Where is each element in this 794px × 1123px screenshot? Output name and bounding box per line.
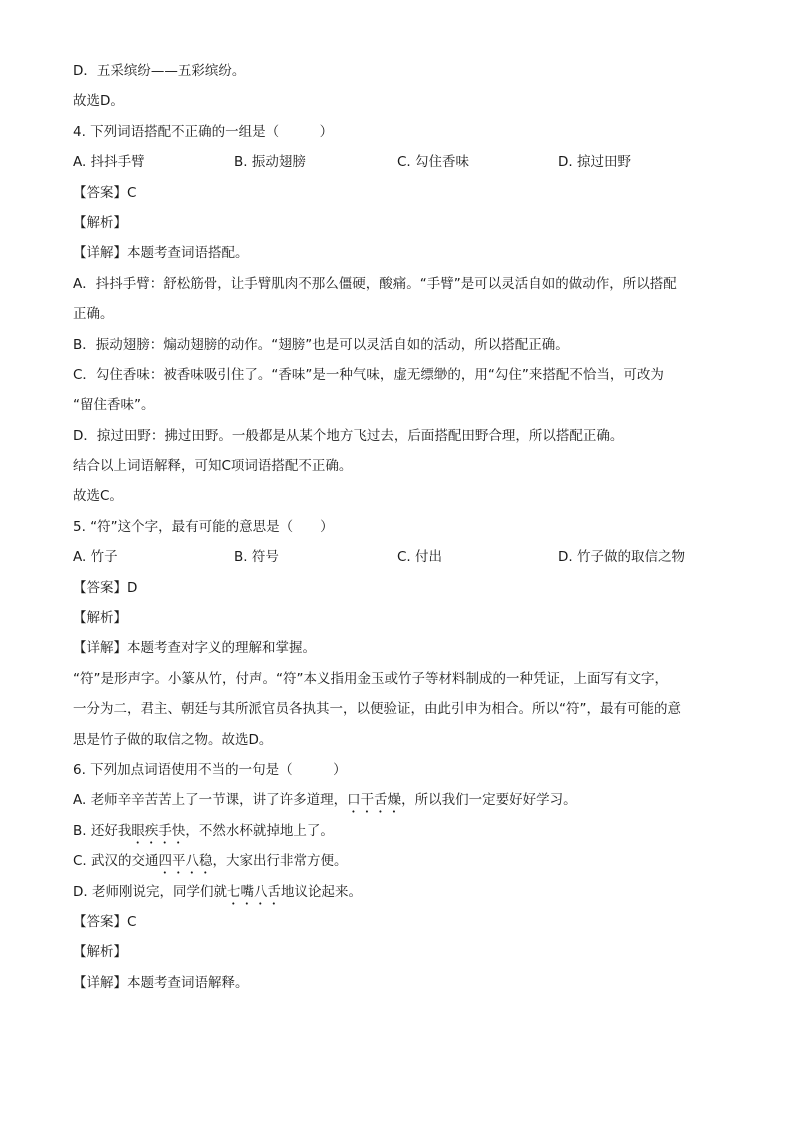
option-a: A. 抖抖手臂: [73, 154, 145, 171]
text-line: D．五采缤纷——五彩缤纷。: [73, 63, 246, 79]
option-b: B. 符号: [234, 549, 279, 566]
text-line: B．振动翅膀：煽动翅膀的动作。“翅膀”也是可以灵活自如的活动，所以搭配正确。: [73, 336, 569, 353]
option-a: A. 竹子: [73, 549, 118, 566]
detail-label: 【详解】本题考查词语解释。: [73, 974, 249, 991]
option-c: [73, 852, 724, 870]
text-line: D．掠过田野：拂过田野。一般都是从某个地方飞过去，后面搭配田野合理，所以搭配正确。: [73, 427, 624, 444]
analysis-label: 【解析】: [73, 944, 127, 961]
option-d: D. 竹子做的取信之物: [558, 549, 685, 566]
question-5-stem: 5. “符”这个字，最有可能的意思是（ ）: [73, 518, 334, 535]
dotted-phrase: 口干舌燥: [347, 792, 402, 809]
option-text: ，大家出行非常方便。: [212, 853, 348, 870]
option-a: [73, 791, 724, 809]
option-c: C. 勾住香味: [397, 154, 470, 171]
answer-label: 【答案】D: [73, 579, 138, 596]
option-d: D. 掠过田野: [558, 154, 631, 171]
text-line: 正确。: [73, 306, 114, 323]
analysis-label: 【解析】: [73, 214, 127, 231]
text-line: 故选C。: [73, 488, 123, 505]
option-text: B. 还好我: [73, 822, 132, 839]
dotted-phrase: 四平八稳: [158, 853, 213, 870]
option-b: B. 振动翅膀: [234, 154, 306, 171]
detail-label: 【详解】本题考查词语搭配。: [73, 245, 249, 262]
option-b: [73, 822, 724, 840]
question-6-stem: 6. 下列加点词语使用不当的一句是（ ）: [73, 761, 347, 778]
option-text: C. 武汉的交通: [73, 853, 159, 870]
answer-label: 【答案】C: [73, 184, 137, 201]
dotted-phrase: 七嘴八舌: [226, 883, 281, 900]
text-line: “留住香味”。: [73, 397, 155, 414]
detail-label: 【详解】本题考查对字义的理解和掌握。: [73, 640, 316, 657]
dotted-phrase: 眼疾手快: [131, 822, 186, 839]
text-line: 结合以上词语解释，可知C项词语搭配不正确。: [73, 458, 353, 475]
option-c: C. 付出: [397, 549, 443, 566]
analysis-label: 【解析】: [73, 610, 127, 627]
option-text: 地议论起来。: [280, 883, 362, 900]
question-4-stem: 4. 下列词语搭配不正确的一组是（ ）: [73, 123, 334, 140]
option-text: A. 老师辛辛苦苦上了一节课，讲了许多道理，: [73, 792, 348, 809]
answer-label: 【答案】C: [73, 913, 137, 930]
text-line: A．抖抖手臂：舒松筋骨，让手臂肌肉不那么僵硬，酸痛。“手臂”是可以灵活自如的做动作，所以搭配: [73, 275, 677, 292]
option-d: [73, 883, 724, 901]
question-4-options: [73, 153, 724, 171]
text-line: 一分为二，君主、朝廷与其所派官员各执其一，以便验证，由此引申为相合。所以“符”，最有可能的意: [73, 701, 681, 718]
text-line: 思是竹子做的取信之物。故选D。: [73, 731, 273, 748]
text-line: 故选D。: [73, 93, 124, 110]
text-line: “符”是形声字。小篆从竹，付声。“符”本义指用金玉或竹子等材料制成的一种凭证，上面写有文字，: [73, 670, 668, 687]
option-text: ，所以我们一定要好好学习。: [401, 792, 577, 809]
option-text: D. 老师刚说完，同学们就: [73, 883, 227, 900]
text-line: C．勾住香味：被香味吸引住了。“香味”是一种气味，虚无缥缈的，用“勾住”来搭配不恰当，可改为: [73, 366, 664, 383]
question-5-options: [73, 548, 724, 566]
option-text: ，不然水杯就掉地上了。: [185, 822, 334, 839]
